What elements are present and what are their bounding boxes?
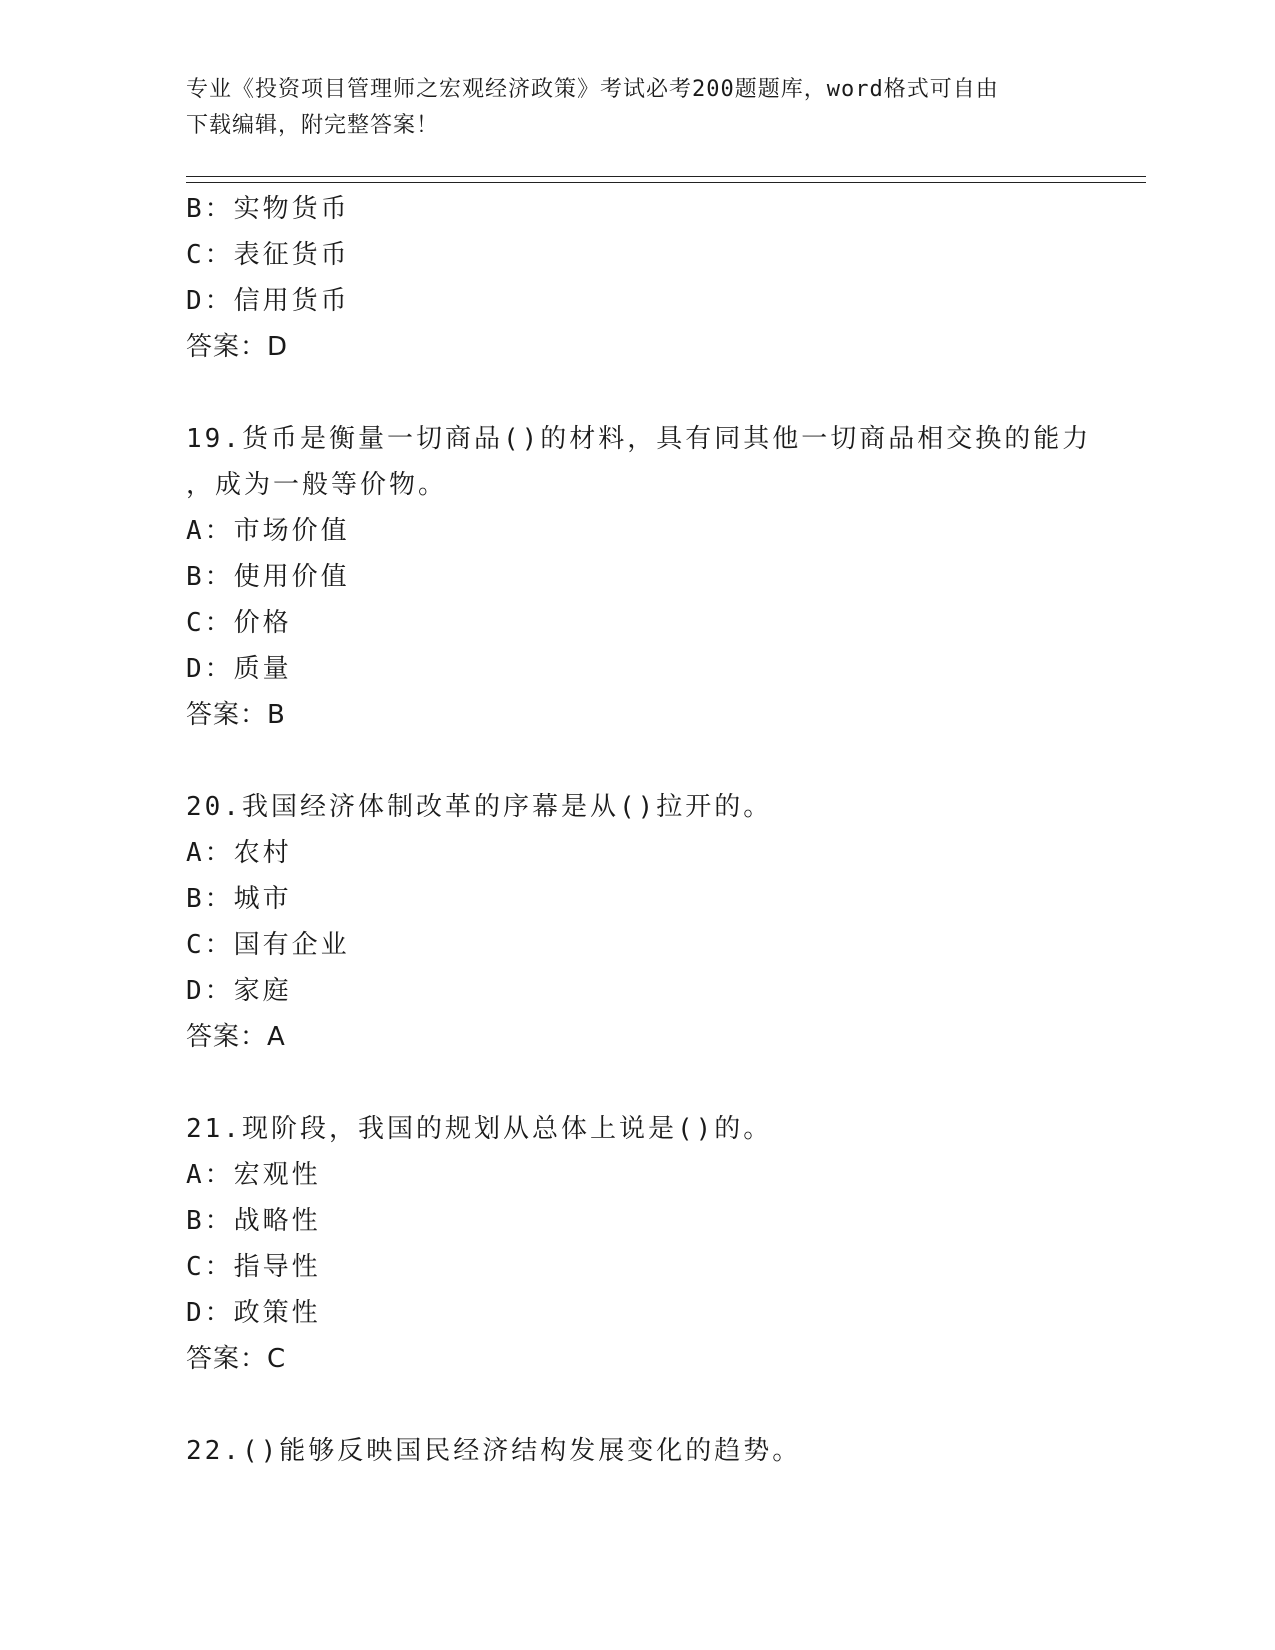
option-c: C：价格 [186,608,292,638]
question-22 [186,1428,1086,1474]
option-b: B：战略性 [186,1206,321,1236]
spacer [186,738,1086,784]
document-header [186,72,1066,144]
question-stem-line-2: ，成为一般等价物。 [186,470,448,500]
answer-line: 答案：D [186,332,289,362]
option-a: A：市场价值 [186,516,350,546]
option-a: A：农村 [186,838,292,868]
option-d: D：政策性 [186,1298,321,1328]
option-c: C：表征货币 [186,240,350,270]
question-stem-line-1: 19.货币是衡量一切商品()的材料，具有同其他一切商品相交换的能力 [186,424,1092,454]
header-title-line-2: 下载编辑，附完整答案！ [186,113,440,138]
spacer [186,370,1086,416]
question-20 [186,784,1086,1060]
question-list [186,186,1092,1474]
option-b: B：实物货币 [186,194,350,224]
answer-line: 答案：A [186,1022,286,1052]
option-d: D：质量 [186,654,292,684]
header-divider-top [186,176,1146,177]
option-b: B：城市 [186,884,292,914]
question-stem-line-1: 20.我国经济体制改革的序幕是从()拉开的。 [186,792,773,822]
spacer [186,1382,1086,1428]
question-stem-line-1: 21.现阶段，我国的规划从总体上说是()的。 [186,1114,773,1144]
question-21 [186,1106,1086,1382]
question-19 [186,416,1092,738]
option-a: A：宏观性 [186,1160,321,1190]
answer-line: 答案：B [186,700,286,730]
option-b: B：使用价值 [186,562,350,592]
option-c: C：国有企业 [186,930,350,960]
question-stem-line-1: 22.()能够反映国民经济结构发展变化的趋势。 [186,1436,802,1466]
option-c: C：指导性 [186,1252,321,1282]
header-divider-bottom [186,182,1146,183]
answer-line: 答案：C [186,1344,287,1374]
option-d: D：家庭 [186,976,292,1006]
option-d: D：信用货币 [186,286,350,316]
header-title-line-1: 专业《投资项目管理师之宏观经济政策》考试必考200题题库，word格式可自由 [186,77,999,102]
question-18-continued [186,186,1086,370]
spacer [186,1060,1086,1106]
